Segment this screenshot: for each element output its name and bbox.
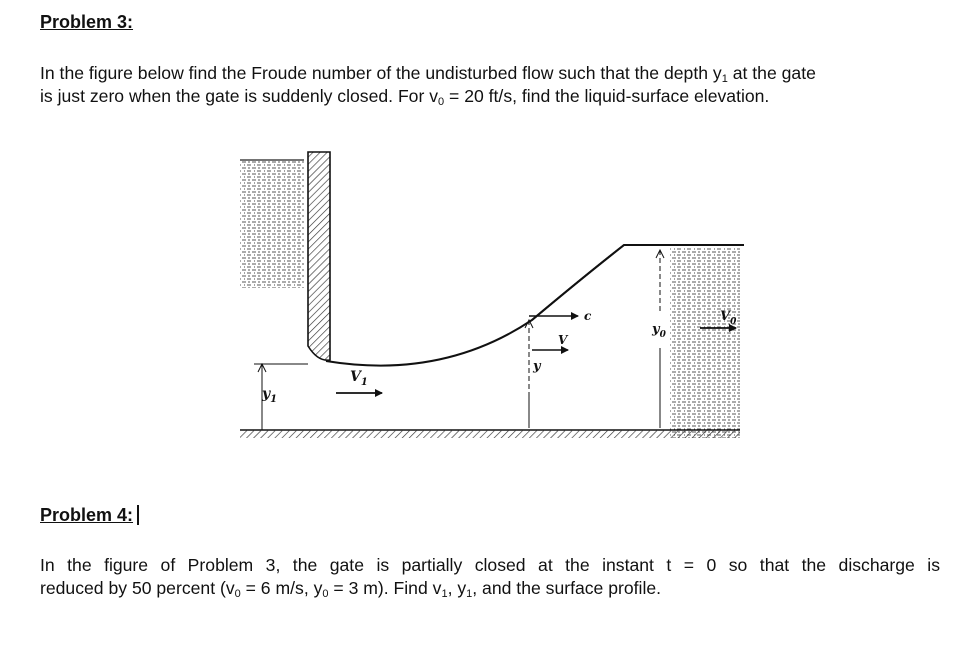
problem-3-heading: Problem 3: xyxy=(40,12,134,32)
channel-bed-hatching xyxy=(240,430,740,438)
y-label: y xyxy=(533,359,541,374)
gate-flow-diagram xyxy=(232,148,744,448)
v-label: V xyxy=(558,333,568,347)
text-cursor xyxy=(137,505,139,525)
problem-3-line-2: is just zero when the gate is suddenly closed. For $v_0 = 20$ ft/s, find the liquid-surface elevation. xyxy=(40,86,770,108)
problem-4-heading: Problem 4: xyxy=(40,505,139,526)
problem-3-line-1: In the figure below find the Froude number of the undisturbed flow such that the depth $y_1$ at the gate xyxy=(40,63,816,85)
v1-label: $V_1$ xyxy=(350,369,368,388)
problem-4-text xyxy=(40,554,940,600)
downstream-water xyxy=(670,248,740,438)
problem-4-line-1: In the figure of Problem 3, the gate is partially closed at the instant t = 0 so that the discharge is xyxy=(40,555,940,575)
v0-label: $V_0$ xyxy=(720,309,737,327)
problem-3-text xyxy=(40,62,940,108)
sluice-gate xyxy=(308,152,330,360)
upstream-water xyxy=(240,160,304,288)
problem-4-line-2: reduced by 50 percent ($v_0 = 6$ m/s, $y_0 = 3$ m). Find $v_1$, $y_1$, and the surface profile. xyxy=(40,578,662,600)
y1-label: $y_1$ xyxy=(262,386,278,405)
c-label: c xyxy=(584,309,592,323)
y0-label: $y_0$ xyxy=(652,322,666,340)
